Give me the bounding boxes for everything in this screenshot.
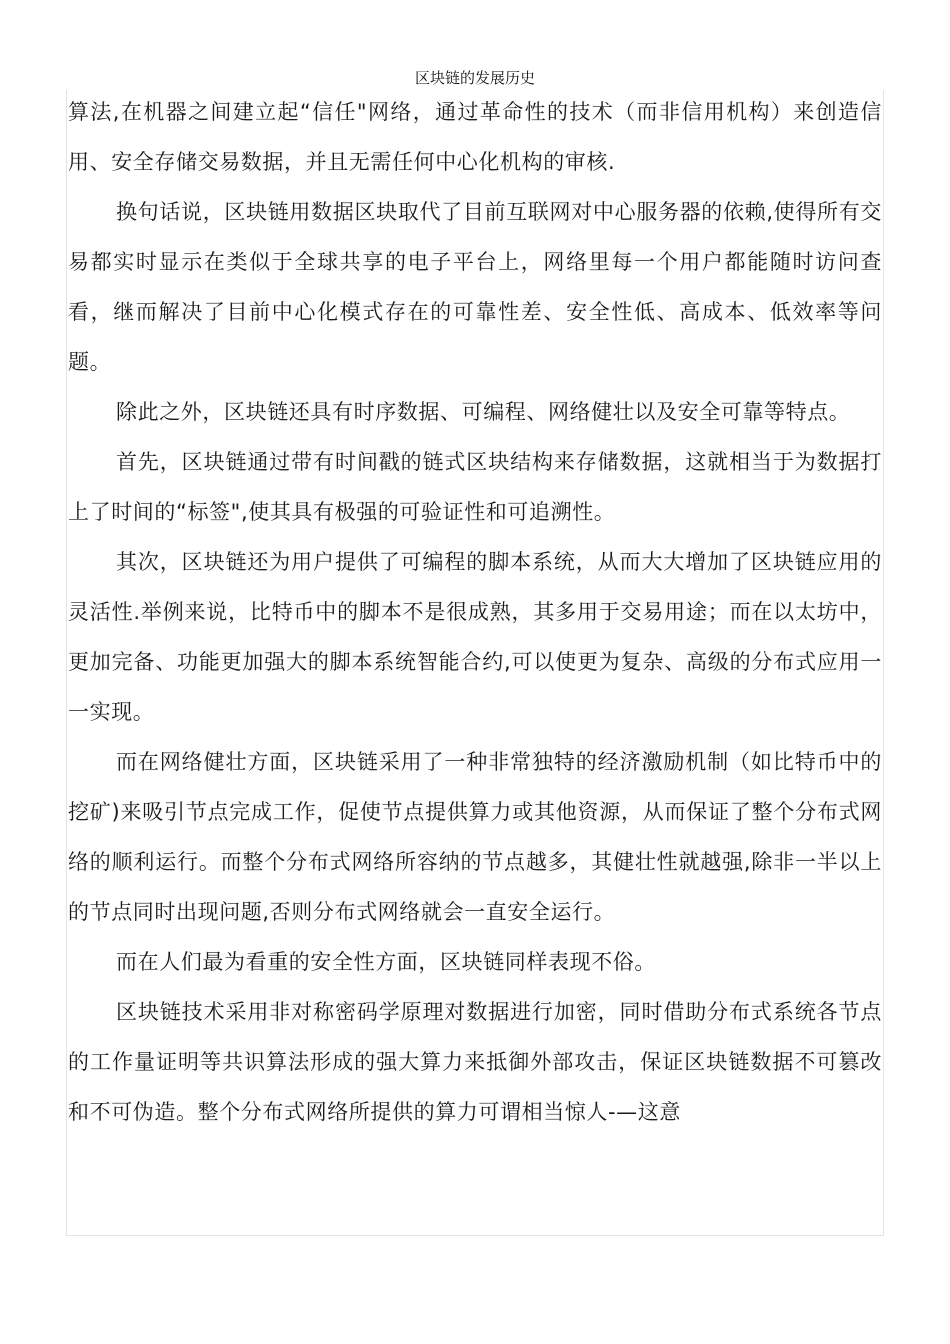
paragraph: 其次，区块链还为用户提供了可编程的脚本系统，从而大大增加了区块链应用的灵活性.举例来说，比特币中的脚本不是很成熟，其多用于交易用途；而在以太坊中，更加完备、功能更加强大的脚本系统智能合约,可以使更为复杂、高级的分布式应用一一实现。 xyxy=(68,550,882,724)
document-body xyxy=(68,87,882,1137)
paragraph: 区块链技术采用非对称密码学原理对数据进行加密，同时借助分布式系统各节点的工作量证明等共识算法形成的强大算力来抵御外部攻击，保证区块链数据不可篡改和不可伪造。整个分布式网络所提供的算力可谓相当惊人-—这意 xyxy=(68,1000,882,1124)
paragraph: 换句话说，区块链用数据区块取代了目前互联网对中心服务器的依赖,使得所有交易都实时显示在类似于全球共享的电子平台上，网络里每一个用户都能随时访问查看，继而解决了目前中心化模式存在的可靠性差、安全性低、高成本、低效率等问题。 xyxy=(68,200,882,374)
paragraph: 而在网络健壮方面，区块链采用了一种非常独特的经济激励机制（如比特币中的挖矿)来吸引节点完成工作，促使节点提供算力或其他资源，从而保证了整个分布式网络的顺利运行。而整个分布式网络所容纳的节点越多，其健壮性就越强,除非一半以上的节点同时出现问题,否则分布式网络就会一直安全运行。 xyxy=(68,750,882,924)
paragraph: 除此之外，区块链还具有时序数据、可编程、网络健壮以及安全可靠等特点。 xyxy=(116,400,851,424)
paragraph: 算法,在机器之间建立起“信任"网络，通过革命性的技术（而非信用机构）来创造信用、安全存储交易数据，并且无需任何中心化机构的审核. xyxy=(68,100,882,174)
paragraph: 首先，区块链通过带有时间戳的链式区块结构来存储数据，这就相当于为数据打上了时间的“标签",使其具有极强的可验证性和可追溯性。 xyxy=(68,450,882,524)
paragraph: 而在人们最为看重的安全性方面，区块链同样表现不俗。 xyxy=(116,950,656,974)
page-title: 区块链的发展历史 xyxy=(414,69,535,87)
